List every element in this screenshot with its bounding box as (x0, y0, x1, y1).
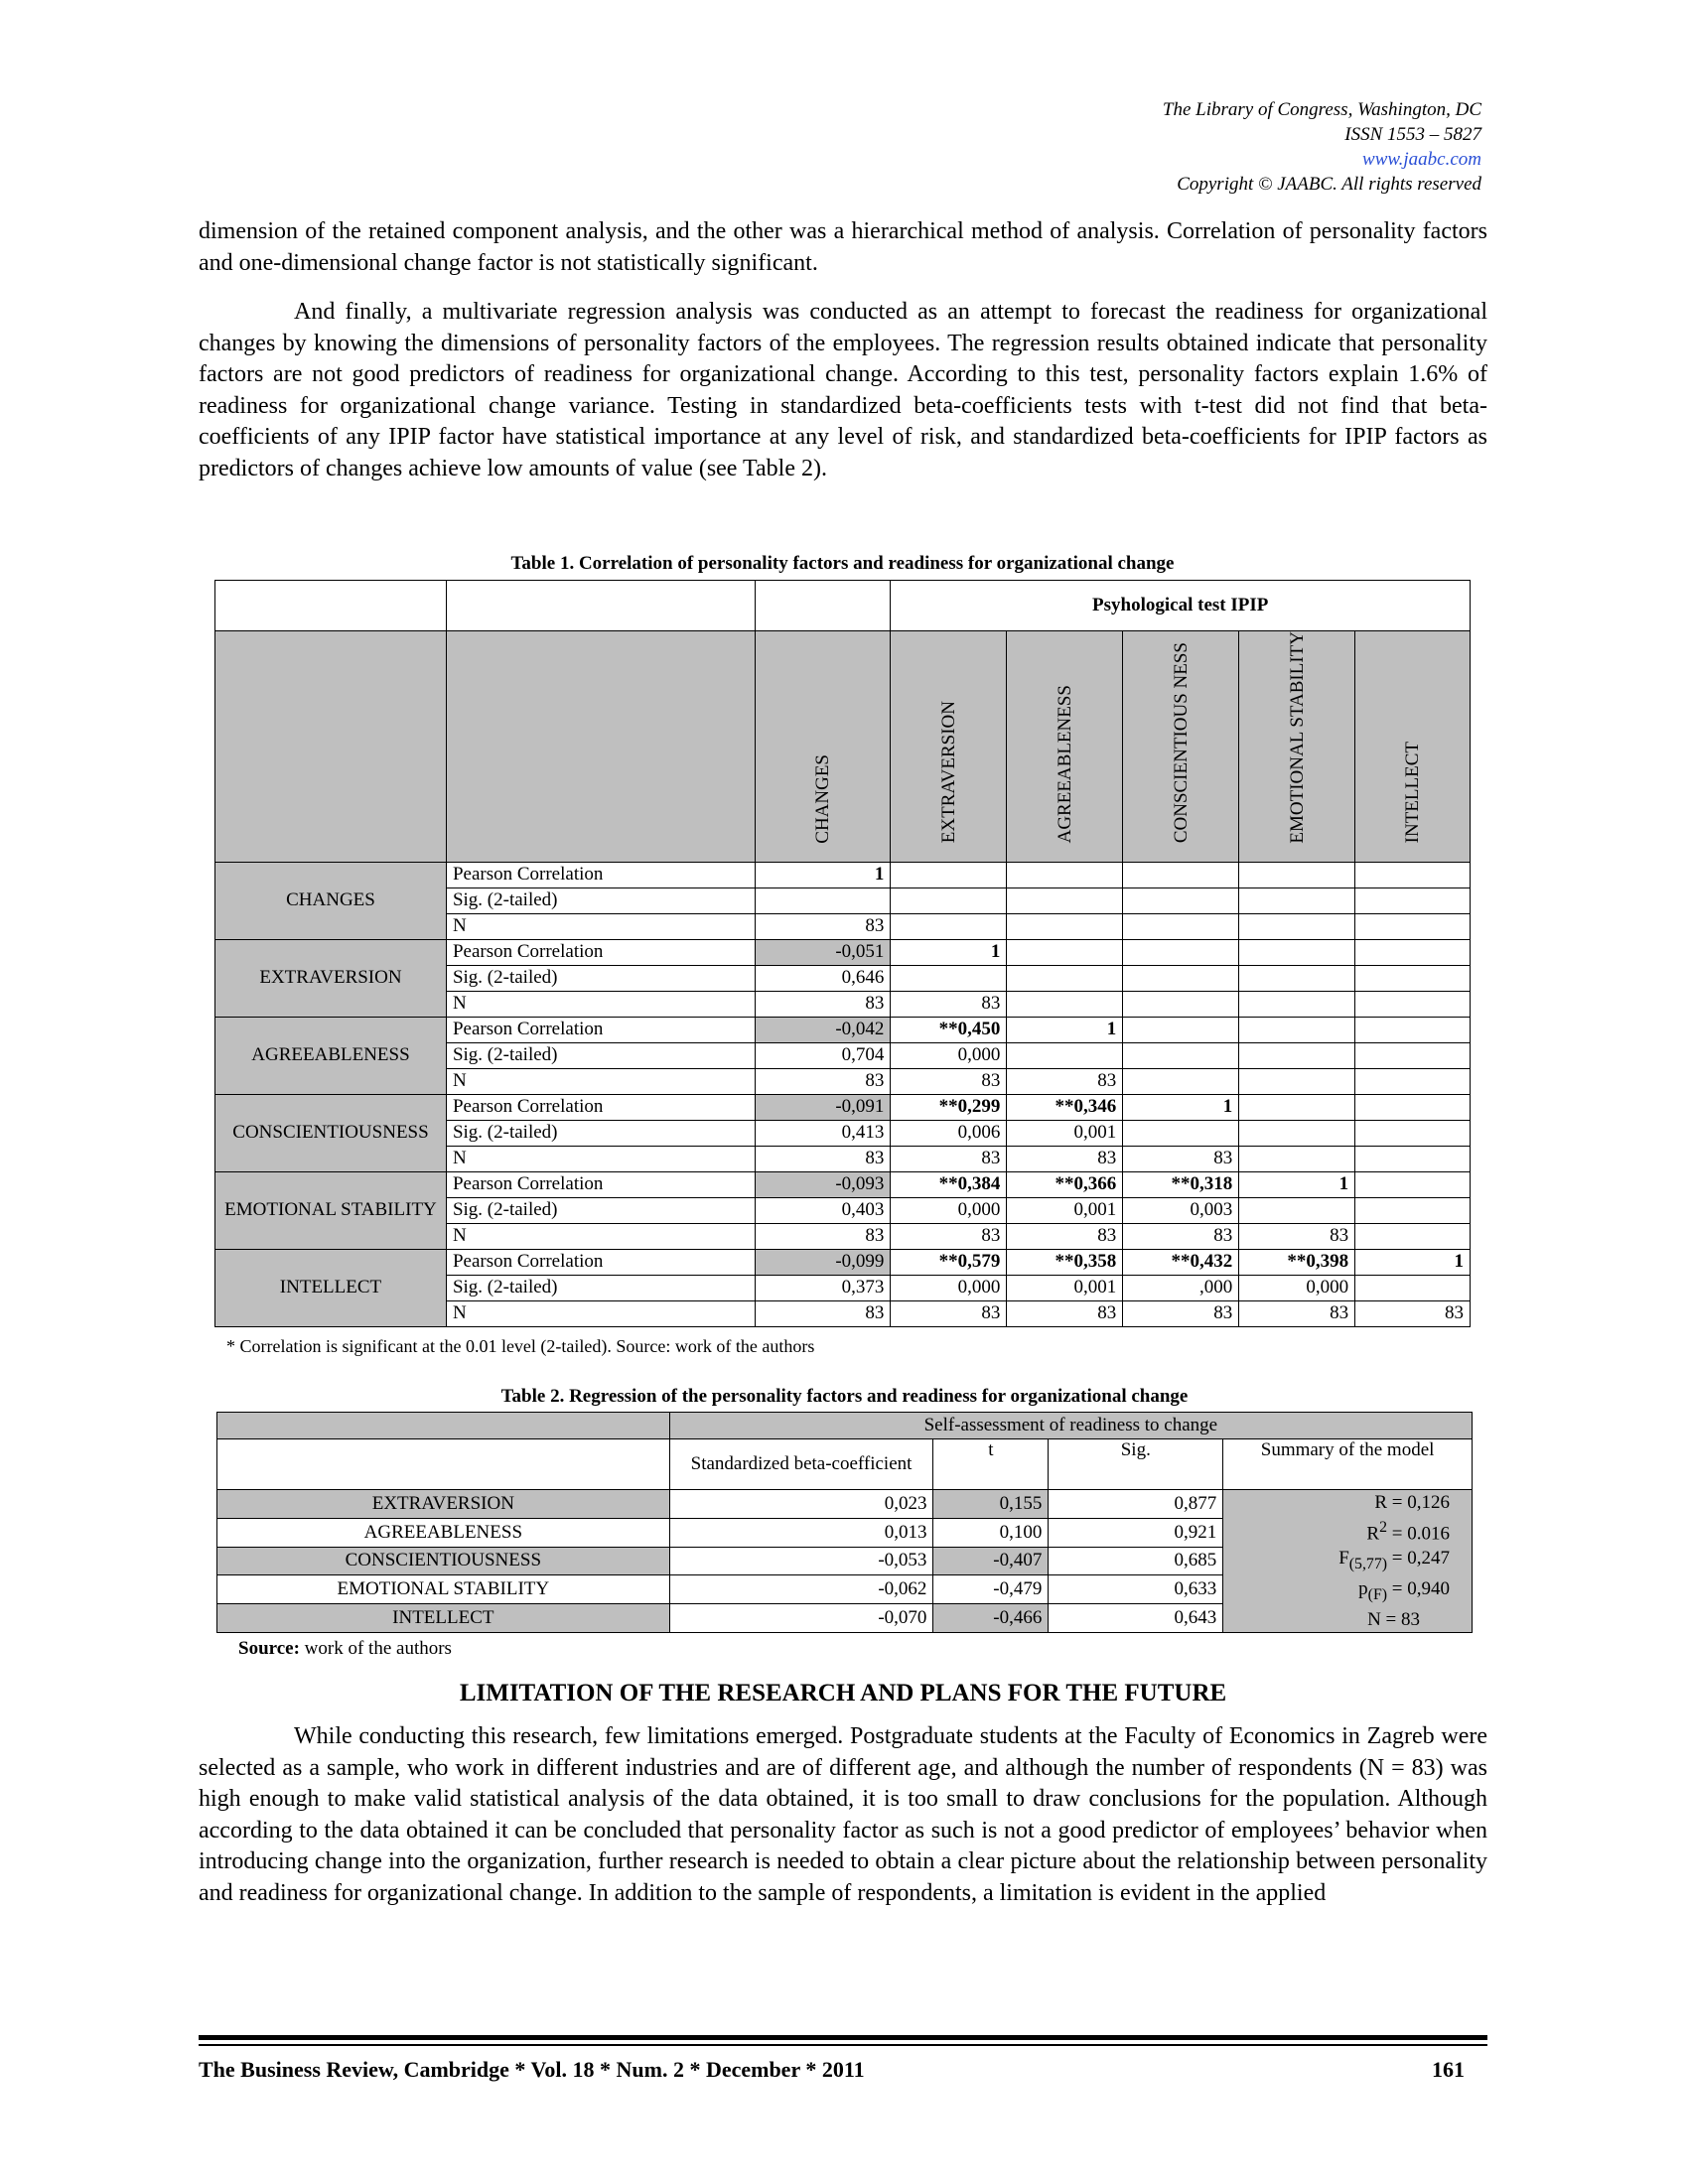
table1-column-header (1355, 631, 1471, 863)
r2-value: = 0.016 (1387, 1523, 1450, 1545)
value-cell: 83 (891, 1146, 1007, 1171)
value-cell: 83 (755, 1068, 891, 1094)
stat-label: Pearson Correlation (446, 1249, 755, 1275)
table2-group-row (217, 1413, 1473, 1439)
value-cell: 1 (755, 862, 891, 887)
value-cell (1239, 939, 1355, 965)
value-cell: **0,432 (1123, 1249, 1239, 1275)
table1-column-header (1239, 631, 1355, 863)
table1-group-header: Psyhological test IPIP (891, 581, 1471, 631)
paragraph-2: And finally, a multivariate regression analysis was conducted as an attempt to forecast the readiness for organizational changes by knowing the dimensions of personality factors of the employees. The regression results obtained indicate that personality factors are not good predictors of readiness for organizational change. According to this test, personality factors explain 1.6% of readiness for organizational change variance. Testing in standardized beta-coefficients tests with t-test did not find that beta-coefficients of any IPIP factor have statistical importance at any level of risk, and standardized beta-coefficients for IPIP factors as predictors of changes achieve low amounts of value (see Table 2). (199, 299, 1487, 481)
value-cell: 0,001 (1007, 1275, 1123, 1300)
value-cell (1355, 1197, 1471, 1223)
table2-blank-cell (217, 1413, 670, 1439)
stat-label: Pearson Correlation (446, 1017, 755, 1042)
stat-label: N (446, 991, 755, 1017)
superscript: 2 (1379, 1519, 1388, 1536)
stat-label: Sig. (2-tailed) (446, 1275, 755, 1300)
value-cell (891, 887, 1007, 913)
table1-column-header-row (215, 631, 1471, 863)
paragraph-3: While conducting this research, few limitations emerged. Postgraduate students at the Faculty of Economics in Zagreb were selected as a sample, who work in different industries and are of different age, and although the number of respondents (N = 83) was high enough to make valid statistical analysis of the data obtained, it is too small to draw conclusions for the population. Although according to the data obtained it can be concluded that personality factor as such is not a good predictor of employees’ behavior when introducing change into the organization, further research is needed to obtain a clear picture about the relationship between personality and readiness for organizational change. In addition to the sample of respondents, a limitation is evident in the applied (199, 1723, 1487, 1906)
header-line-1: The Library of Congress, Washington, DC (1162, 99, 1481, 120)
page-footer (199, 2057, 1465, 2083)
header-line-4: Copyright © JAABC. All rights reserved (1177, 174, 1481, 195)
stat-label: N (446, 1146, 755, 1171)
source-label: Source: (238, 1638, 300, 1659)
value-cell: 83 (1007, 1068, 1123, 1094)
value-cell (1239, 862, 1355, 887)
row-variable: EMOTIONAL STABILITY (217, 1575, 670, 1604)
value-cell: 0,403 (755, 1197, 891, 1223)
value-cell (755, 887, 891, 913)
page-number: 161 (1432, 2057, 1465, 2082)
stat-label: Pearson Correlation (446, 939, 755, 965)
value-cell (1355, 1275, 1471, 1300)
value-cell (1355, 862, 1471, 887)
value-cell (1239, 1094, 1355, 1120)
p-sub: (F) (1367, 1585, 1388, 1603)
value-cell (891, 913, 1007, 939)
model-summary (1223, 1490, 1473, 1633)
stat-label: N (446, 913, 755, 939)
value-cell: 0,000 (891, 1275, 1007, 1300)
header-line-2: ISSN 1553 – 5827 (1344, 124, 1481, 145)
value-cell (1007, 862, 1123, 887)
row-variable: CONSCIENTIOUSNESS (215, 1094, 447, 1171)
stat-label: Pearson Correlation (446, 862, 755, 887)
value-cell (1007, 991, 1123, 1017)
value-cell: **0,398 (1239, 1249, 1355, 1275)
summary-n: N = 83 (1367, 1608, 1420, 1630)
value-cell (1123, 1068, 1239, 1094)
f-sub: (5,77) (1348, 1556, 1388, 1573)
stat-label: Sig. (2-tailed) (446, 965, 755, 991)
value-cell (1007, 1042, 1123, 1068)
table2-blank-cell (217, 1439, 670, 1490)
value-cell (1123, 913, 1239, 939)
paragraph-1: dimension of the retained component analysis, and the other was a hierarchical method of analysis. Correlation of personality factors and one-dimensional change factor is not statistically significant. (199, 218, 1487, 276)
value-cell: **0,318 (1123, 1171, 1239, 1197)
sig-cell: 0,643 (1049, 1604, 1223, 1633)
value-cell: -0,091 (755, 1094, 891, 1120)
value-cell (1123, 991, 1239, 1017)
beta-cell: 0,013 (669, 1518, 933, 1547)
row-variable: EXTRAVERSION (215, 939, 447, 1017)
value-cell (1007, 965, 1123, 991)
beta-cell: -0,070 (669, 1604, 933, 1633)
f-value: = 0,247 (1387, 1548, 1450, 1570)
sig-cell: 0,877 (1049, 1490, 1223, 1519)
t-cell: -0,407 (933, 1547, 1049, 1575)
value-cell: -0,093 (755, 1171, 891, 1197)
value-cell: 0,000 (1239, 1275, 1355, 1300)
value-cell: 1 (1123, 1094, 1239, 1120)
value-cell (1239, 1197, 1355, 1223)
table2-caption: Table 2. Regression of the personality factors and readiness for organizational change (500, 1386, 1189, 1407)
row-variable: CHANGES (215, 862, 447, 939)
value-cell: 83 (1007, 1223, 1123, 1249)
value-cell (1123, 862, 1239, 887)
value-cell (1239, 913, 1355, 939)
value-cell: 0,003 (1123, 1197, 1239, 1223)
footer-journal: The Business Review, Cambridge * Vol. 18 * Num. 2 * December * 2011 (199, 2057, 865, 2082)
stat-label: Sig. (2-tailed) (446, 887, 755, 913)
section-heading: LIMITATION OF THE RESEARCH AND PLANS FOR THE FUTURE (459, 1680, 1227, 1706)
value-cell: 0,413 (755, 1120, 891, 1146)
value-cell: 0,001 (1007, 1197, 1123, 1223)
value-cell (1123, 1120, 1239, 1146)
value-cell (1355, 1120, 1471, 1146)
table1-column-header (1123, 631, 1239, 863)
value-cell (1239, 887, 1355, 913)
value-cell (1239, 1042, 1355, 1068)
value-cell: 83 (755, 991, 891, 1017)
intro-text (199, 216, 1487, 484)
value-cell: 0,001 (1007, 1120, 1123, 1146)
value-cell: **0,299 (891, 1094, 1007, 1120)
value-cell: 83 (755, 913, 891, 939)
sig-cell: 0,633 (1049, 1575, 1223, 1604)
value-cell: 1 (891, 939, 1007, 965)
value-cell: 83 (1123, 1223, 1239, 1249)
row-variable: AGREEABLENESS (217, 1518, 670, 1547)
value-cell: 83 (891, 1068, 1007, 1094)
value-cell (1123, 1042, 1239, 1068)
stat-label: N (446, 1068, 755, 1094)
value-cell: 83 (755, 1223, 891, 1249)
t-cell: 0,100 (933, 1518, 1049, 1547)
regression-table (216, 1412, 1473, 1633)
value-cell: 83 (1007, 1300, 1123, 1326)
value-cell: -0,042 (755, 1017, 891, 1042)
table1-blank-cell (446, 631, 755, 863)
value-cell (891, 862, 1007, 887)
summary-r2 (1229, 1515, 1450, 1546)
column-label: CHANGES (811, 753, 833, 844)
value-cell (1007, 913, 1123, 939)
value-cell (1355, 1094, 1471, 1120)
value-cell (1355, 1017, 1471, 1042)
value-cell: **0,384 (891, 1171, 1007, 1197)
value-cell: 83 (1239, 1223, 1355, 1249)
p-label: p (1358, 1578, 1368, 1600)
t-cell: -0,479 (933, 1575, 1049, 1604)
value-cell: 0,006 (891, 1120, 1007, 1146)
sig-cell: 0,921 (1049, 1518, 1223, 1547)
value-cell: 83 (1007, 1146, 1123, 1171)
column-label: INTELLECT (1402, 742, 1424, 844)
column-label: CONSCIENTIOUS NESS (1170, 642, 1192, 844)
p-value: = 0,940 (1387, 1578, 1450, 1600)
value-cell (1239, 965, 1355, 991)
stat-label: N (446, 1300, 755, 1326)
value-cell (1239, 1146, 1355, 1171)
value-cell (1355, 991, 1471, 1017)
table-row (215, 1171, 1471, 1197)
value-cell: 1 (1239, 1171, 1355, 1197)
table-row (215, 939, 1471, 965)
table1-blank-cell (446, 581, 755, 631)
stat-label: Sig. (2-tailed) (446, 1197, 755, 1223)
value-cell: 0,704 (755, 1042, 891, 1068)
column-label: EMOTIONAL STABILITY (1286, 631, 1308, 844)
value-cell: 83 (1123, 1146, 1239, 1171)
t-cell: 0,155 (933, 1490, 1049, 1519)
table2-col-summary: Summary of the model (1223, 1439, 1473, 1490)
table1-blank-cell (215, 631, 447, 863)
table1-note: * Correlation is significant at the 0.01 level (2-tailed). Source: work of the authors (226, 1336, 815, 1356)
row-variable: CONSCIENTIOUSNESS (217, 1547, 670, 1575)
value-cell (1239, 1120, 1355, 1146)
table2-source (238, 1638, 452, 1660)
beta-cell: -0,062 (669, 1575, 933, 1604)
t-cell: -0,466 (933, 1604, 1049, 1633)
row-variable: EXTRAVERSION (217, 1490, 670, 1519)
value-cell (1355, 939, 1471, 965)
value-cell: 1 (1355, 1249, 1471, 1275)
column-label: AGREEABLENESS (1054, 685, 1075, 844)
value-cell: 0,646 (755, 965, 891, 991)
table1-column-header (891, 631, 1007, 863)
table2-col-t: t (933, 1439, 1049, 1490)
row-variable: EMOTIONAL STABILITY (215, 1171, 447, 1249)
beta-cell: 0,023 (669, 1490, 933, 1519)
stat-label: Pearson Correlation (446, 1094, 755, 1120)
summary-r: R = 0,126 (1374, 1492, 1450, 1513)
table1-blank-cell (755, 581, 891, 631)
value-cell: 83 (1239, 1300, 1355, 1326)
value-cell: 83 (891, 991, 1007, 1017)
value-cell: 0,000 (891, 1042, 1007, 1068)
stat-label: N (446, 1223, 755, 1249)
value-cell (1123, 965, 1239, 991)
value-cell: 83 (891, 1223, 1007, 1249)
header-link[interactable]: www.jaabc.com (1362, 149, 1481, 170)
beta-cell: -0,053 (669, 1547, 933, 1575)
value-cell: 0,373 (755, 1275, 891, 1300)
value-cell: **0,358 (1007, 1249, 1123, 1275)
stat-label: Sig. (2-tailed) (446, 1042, 755, 1068)
value-cell: 83 (891, 1300, 1007, 1326)
summary-f (1229, 1546, 1450, 1576)
table1-column-header (1007, 631, 1123, 863)
value-cell: 83 (1123, 1300, 1239, 1326)
value-cell: **0,366 (1007, 1171, 1123, 1197)
journal-header (1163, 97, 1481, 197)
table2-col-beta: Standardized beta-coefficient (669, 1439, 933, 1490)
table-row (217, 1490, 1473, 1519)
table1-blank-cell (215, 581, 447, 631)
value-cell: 83 (1355, 1300, 1471, 1326)
value-cell (891, 965, 1007, 991)
value-cell: 0,000 (891, 1197, 1007, 1223)
value-cell (1007, 939, 1123, 965)
table-row (215, 1017, 1471, 1042)
value-cell: 83 (755, 1146, 891, 1171)
value-cell: 83 (755, 1300, 891, 1326)
table-row (215, 1094, 1471, 1120)
table1-column-header (755, 631, 891, 863)
value-cell (1007, 887, 1123, 913)
table-row (215, 862, 1471, 887)
row-variable: AGREEABLENESS (215, 1017, 447, 1094)
table2-col-sig: Sig. (1049, 1439, 1223, 1490)
value-cell: **0,346 (1007, 1094, 1123, 1120)
row-variable: INTELLECT (217, 1604, 670, 1633)
value-cell: **0,450 (891, 1017, 1007, 1042)
footer-rule-thin (199, 2044, 1487, 2046)
value-cell (1355, 1146, 1471, 1171)
sig-cell: 0,685 (1049, 1547, 1223, 1575)
value-cell (1355, 965, 1471, 991)
table1-caption: Table 1. Correlation of personality factors and readiness for organizational change (510, 553, 1175, 574)
value-cell (1355, 887, 1471, 913)
value-cell (1239, 991, 1355, 1017)
value-cell (1355, 1223, 1471, 1249)
f-label: F (1338, 1548, 1349, 1570)
stat-label: Pearson Correlation (446, 1171, 755, 1197)
summary-p (1229, 1576, 1450, 1607)
value-cell: 1 (1007, 1017, 1123, 1042)
value-cell (1355, 1068, 1471, 1094)
limitations-text (199, 1721, 1487, 1909)
value-cell (1239, 1068, 1355, 1094)
value-cell (1355, 1042, 1471, 1068)
value-cell: -0,051 (755, 939, 891, 965)
value-cell (1123, 939, 1239, 965)
value-cell (1239, 1017, 1355, 1042)
value-cell (1123, 887, 1239, 913)
r2-label: R (1366, 1523, 1380, 1545)
table2-header-row (217, 1439, 1473, 1490)
row-variable: INTELLECT (215, 1249, 447, 1326)
correlation-table (214, 580, 1471, 1327)
value-cell: ,000 (1123, 1275, 1239, 1300)
table-row (215, 1249, 1471, 1275)
value-cell: **0,579 (891, 1249, 1007, 1275)
value-cell: -0,099 (755, 1249, 891, 1275)
table2-group-header: Self-assessment of readiness to change (669, 1413, 1472, 1439)
value-cell (1123, 1017, 1239, 1042)
stat-label: Sig. (2-tailed) (446, 1120, 755, 1146)
source-text: work of the authors (299, 1638, 452, 1659)
footer-rule-thick (199, 2035, 1487, 2040)
value-cell (1355, 913, 1471, 939)
column-label: EXTRAVERSION (937, 701, 959, 844)
table1-top-row (215, 581, 1471, 631)
value-cell (1355, 1171, 1471, 1197)
